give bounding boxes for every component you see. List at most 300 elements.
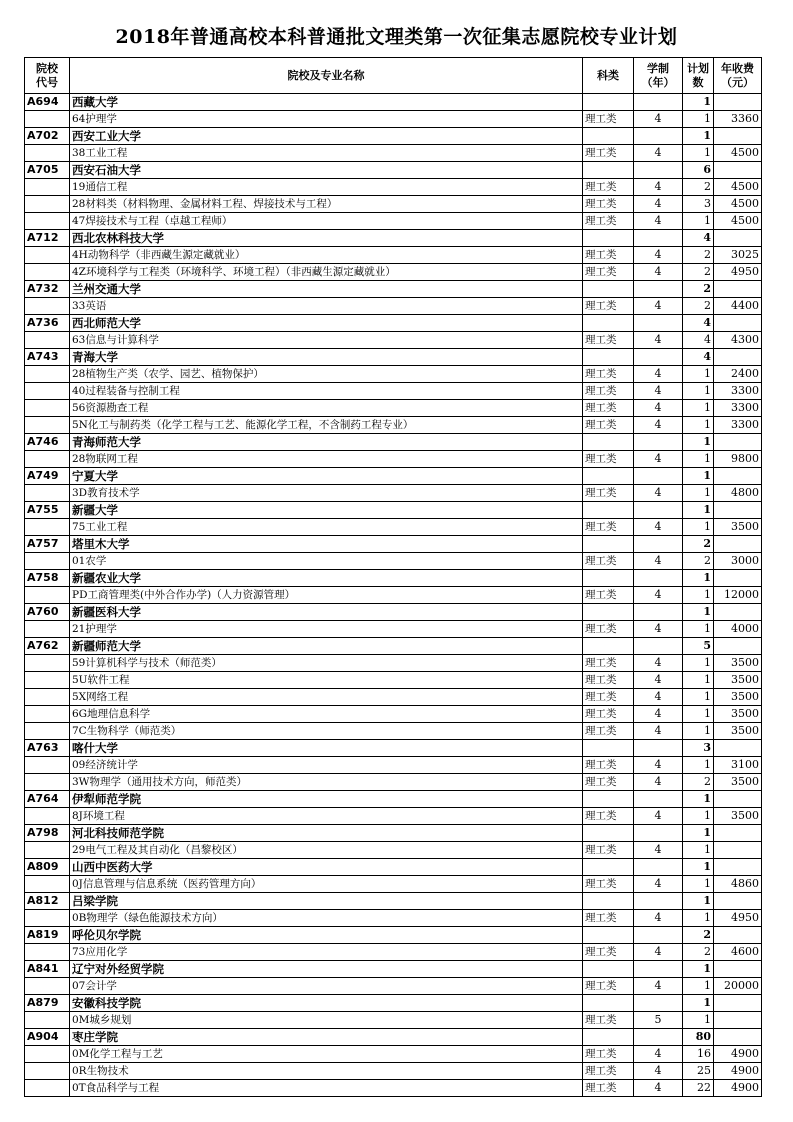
cell-count: 6 bbox=[683, 162, 714, 179]
cell-code: A763 bbox=[25, 740, 70, 757]
cell-code bbox=[25, 723, 70, 740]
cell-code bbox=[25, 978, 70, 995]
cell-years: 4 bbox=[634, 621, 683, 638]
cell-code: A694 bbox=[25, 94, 70, 111]
cell-years bbox=[634, 791, 683, 808]
cell-fee: 3500 bbox=[714, 655, 762, 672]
cell-fee: 3300 bbox=[714, 400, 762, 417]
cell-category: 理工类 bbox=[583, 264, 634, 281]
cell-years: 4 bbox=[634, 1046, 683, 1063]
cell-count: 2 bbox=[683, 247, 714, 264]
cell-category bbox=[583, 315, 634, 332]
school-row bbox=[25, 315, 762, 332]
header-count: 计划 数 bbox=[683, 58, 714, 94]
cell-category bbox=[583, 434, 634, 451]
cell-count: 1 bbox=[683, 502, 714, 519]
cell-code: A702 bbox=[25, 128, 70, 145]
cell-code bbox=[25, 145, 70, 162]
cell-category bbox=[583, 281, 634, 298]
cell-count: 1 bbox=[683, 468, 714, 485]
cell-years: 4 bbox=[634, 553, 683, 570]
cell-fee: 3025 bbox=[714, 247, 762, 264]
major-row bbox=[25, 757, 762, 774]
cell-name: 19通信工程 bbox=[70, 179, 583, 196]
cell-fee bbox=[714, 961, 762, 978]
cell-count: 4 bbox=[683, 230, 714, 247]
cell-fee bbox=[714, 570, 762, 587]
major-row bbox=[25, 400, 762, 417]
cell-name: 5U软件工程 bbox=[70, 672, 583, 689]
cell-name: 38工业工程 bbox=[70, 145, 583, 162]
cell-code bbox=[25, 1046, 70, 1063]
page-title: 2018年普通高校本科普通批文理类第一次征集志愿院校专业计划 bbox=[115, 26, 678, 48]
cell-years bbox=[634, 128, 683, 145]
cell-code bbox=[25, 383, 70, 400]
cell-count: 1 bbox=[683, 587, 714, 604]
cell-name: 4Z环境科学与工程类（环境科学、环境工程）（非西藏生源定藏就业） bbox=[70, 264, 583, 281]
cell-code bbox=[25, 264, 70, 281]
cell-code: A736 bbox=[25, 315, 70, 332]
cell-category: 理工类 bbox=[583, 366, 634, 383]
school-row bbox=[25, 638, 762, 655]
cell-fee: 3500 bbox=[714, 672, 762, 689]
school-row bbox=[25, 349, 762, 366]
cell-count: 4 bbox=[683, 315, 714, 332]
cell-category bbox=[583, 349, 634, 366]
cell-years bbox=[634, 502, 683, 519]
major-row bbox=[25, 264, 762, 281]
cell-count: 1 bbox=[683, 621, 714, 638]
cell-name: 呼伦贝尔学院 bbox=[70, 927, 583, 944]
school-row bbox=[25, 570, 762, 587]
cell-code: A743 bbox=[25, 349, 70, 366]
cell-years: 4 bbox=[634, 757, 683, 774]
cell-name: 0T食品科学与工程 bbox=[70, 1080, 583, 1097]
cell-count: 1 bbox=[683, 128, 714, 145]
cell-fee bbox=[714, 893, 762, 910]
cell-category: 理工类 bbox=[583, 1012, 634, 1029]
cell-code bbox=[25, 400, 70, 417]
cell-fee bbox=[714, 638, 762, 655]
cell-years bbox=[634, 434, 683, 451]
cell-fee: 4500 bbox=[714, 213, 762, 230]
cell-fee: 4300 bbox=[714, 332, 762, 349]
cell-fee bbox=[714, 1012, 762, 1029]
school-row bbox=[25, 791, 762, 808]
cell-years bbox=[634, 995, 683, 1012]
major-row bbox=[25, 553, 762, 570]
cell-years: 5 bbox=[634, 1012, 683, 1029]
cell-years: 4 bbox=[634, 451, 683, 468]
cell-code bbox=[25, 298, 70, 315]
cell-name: 5N化工与制药类（化学工程与工艺、能源化学工程，不含制药工程专业） bbox=[70, 417, 583, 434]
cell-code bbox=[25, 485, 70, 502]
cell-name: 西北农林科技大学 bbox=[70, 230, 583, 247]
cell-count: 2 bbox=[683, 774, 714, 791]
cell-category: 理工类 bbox=[583, 1046, 634, 1063]
cell-code bbox=[25, 944, 70, 961]
cell-category: 理工类 bbox=[583, 145, 634, 162]
cell-category bbox=[583, 791, 634, 808]
cell-count: 3 bbox=[683, 740, 714, 757]
cell-count: 1 bbox=[683, 859, 714, 876]
cell-count: 4 bbox=[683, 332, 714, 349]
cell-count: 1 bbox=[683, 757, 714, 774]
cell-code bbox=[25, 774, 70, 791]
cell-fee: 3000 bbox=[714, 553, 762, 570]
cell-fee bbox=[714, 281, 762, 298]
cell-category: 理工类 bbox=[583, 774, 634, 791]
cell-years: 4 bbox=[634, 910, 683, 927]
cell-category: 理工类 bbox=[583, 876, 634, 893]
cell-category bbox=[583, 94, 634, 111]
cell-code: A812 bbox=[25, 893, 70, 910]
major-row bbox=[25, 587, 762, 604]
cell-years bbox=[634, 927, 683, 944]
cell-code bbox=[25, 366, 70, 383]
cell-fee: 3360 bbox=[714, 111, 762, 128]
cell-name: 河北科技师范学院 bbox=[70, 825, 583, 842]
cell-category: 理工类 bbox=[583, 910, 634, 927]
cell-fee: 4500 bbox=[714, 145, 762, 162]
cell-category: 理工类 bbox=[583, 655, 634, 672]
cell-name: 宁夏大学 bbox=[70, 468, 583, 485]
cell-name: 40过程装备与控制工程 bbox=[70, 383, 583, 400]
cell-years: 4 bbox=[634, 332, 683, 349]
cell-name: 西安石油大学 bbox=[70, 162, 583, 179]
cell-fee bbox=[714, 791, 762, 808]
cell-fee bbox=[714, 536, 762, 553]
cell-name: 西北师范大学 bbox=[70, 315, 583, 332]
cell-years: 4 bbox=[634, 298, 683, 315]
cell-count: 1 bbox=[683, 145, 714, 162]
cell-count: 1 bbox=[683, 485, 714, 502]
cell-category: 理工类 bbox=[583, 196, 634, 213]
major-row bbox=[25, 944, 762, 961]
cell-years: 4 bbox=[634, 247, 683, 264]
cell-name: 3D教育技术学 bbox=[70, 485, 583, 502]
cell-name: 枣庄学院 bbox=[70, 1029, 583, 1046]
major-row bbox=[25, 451, 762, 468]
cell-name: 安徽科技学院 bbox=[70, 995, 583, 1012]
major-row bbox=[25, 672, 762, 689]
school-row bbox=[25, 859, 762, 876]
cell-fee: 3500 bbox=[714, 774, 762, 791]
cell-category bbox=[583, 961, 634, 978]
cell-fee bbox=[714, 128, 762, 145]
cell-code bbox=[25, 876, 70, 893]
cell-years bbox=[634, 536, 683, 553]
cell-count: 5 bbox=[683, 638, 714, 655]
school-row bbox=[25, 604, 762, 621]
cell-count: 80 bbox=[683, 1029, 714, 1046]
cell-fee bbox=[714, 502, 762, 519]
cell-name: 新疆农业大学 bbox=[70, 570, 583, 587]
cell-category bbox=[583, 1029, 634, 1046]
cell-name: 28物联网工程 bbox=[70, 451, 583, 468]
cell-fee: 4860 bbox=[714, 876, 762, 893]
header-code: 院校 代号 bbox=[25, 58, 70, 94]
major-row bbox=[25, 247, 762, 264]
cell-count: 1 bbox=[683, 451, 714, 468]
cell-count: 2 bbox=[683, 536, 714, 553]
school-row bbox=[25, 230, 762, 247]
cell-code: A841 bbox=[25, 961, 70, 978]
cell-code: A809 bbox=[25, 859, 70, 876]
cell-code: A757 bbox=[25, 536, 70, 553]
cell-code bbox=[25, 842, 70, 859]
header-name: 院校及专业名称 bbox=[70, 58, 583, 94]
cell-fee: 2400 bbox=[714, 366, 762, 383]
cell-code bbox=[25, 655, 70, 672]
cell-name: 63信息与计算科学 bbox=[70, 332, 583, 349]
cell-code bbox=[25, 621, 70, 638]
cell-code bbox=[25, 179, 70, 196]
cell-code bbox=[25, 213, 70, 230]
cell-fee bbox=[714, 859, 762, 876]
cell-years: 4 bbox=[634, 842, 683, 859]
cell-category: 理工类 bbox=[583, 553, 634, 570]
cell-fee bbox=[714, 468, 762, 485]
cell-name: 青海师范大学 bbox=[70, 434, 583, 451]
cell-count: 1 bbox=[683, 706, 714, 723]
cell-count: 1 bbox=[683, 893, 714, 910]
cell-fee bbox=[714, 434, 762, 451]
cell-category: 理工类 bbox=[583, 298, 634, 315]
cell-fee: 4900 bbox=[714, 1063, 762, 1080]
header-row bbox=[25, 58, 762, 94]
cell-count: 4 bbox=[683, 349, 714, 366]
cell-years: 4 bbox=[634, 706, 683, 723]
cell-category bbox=[583, 638, 634, 655]
cell-years: 4 bbox=[634, 485, 683, 502]
school-row bbox=[25, 536, 762, 553]
major-row bbox=[25, 808, 762, 825]
cell-years bbox=[634, 570, 683, 587]
cell-code bbox=[25, 1080, 70, 1097]
header-fee: 年收费 （元） bbox=[714, 58, 762, 94]
cell-count: 1 bbox=[683, 383, 714, 400]
cell-name: 5X网络工程 bbox=[70, 689, 583, 706]
cell-fee: 4900 bbox=[714, 1046, 762, 1063]
cell-name: 山西中医药大学 bbox=[70, 859, 583, 876]
cell-years: 4 bbox=[634, 196, 683, 213]
cell-name: 33英语 bbox=[70, 298, 583, 315]
cell-category bbox=[583, 893, 634, 910]
cell-count: 1 bbox=[683, 94, 714, 111]
cell-name: 辽宁对外经贸学院 bbox=[70, 961, 583, 978]
major-row bbox=[25, 196, 762, 213]
cell-name: 西藏大学 bbox=[70, 94, 583, 111]
cell-code bbox=[25, 689, 70, 706]
cell-name: 28植物生产类（农学、园艺、植物保护） bbox=[70, 366, 583, 383]
cell-name: 0J信息管理与信息系统（医药管理方向） bbox=[70, 876, 583, 893]
header-category: 科类 bbox=[583, 58, 634, 94]
cell-years: 4 bbox=[634, 366, 683, 383]
major-row bbox=[25, 978, 762, 995]
major-row bbox=[25, 332, 762, 349]
cell-code: A819 bbox=[25, 927, 70, 944]
cell-count: 1 bbox=[683, 655, 714, 672]
cell-count: 1 bbox=[683, 1012, 714, 1029]
major-row bbox=[25, 145, 762, 162]
cell-category: 理工类 bbox=[583, 332, 634, 349]
cell-code bbox=[25, 672, 70, 689]
cell-years: 4 bbox=[634, 672, 683, 689]
cell-fee: 4900 bbox=[714, 1080, 762, 1097]
cell-code: A755 bbox=[25, 502, 70, 519]
major-row bbox=[25, 621, 762, 638]
cell-count: 1 bbox=[683, 366, 714, 383]
cell-code: A798 bbox=[25, 825, 70, 842]
cell-years: 4 bbox=[634, 689, 683, 706]
cell-fee bbox=[714, 315, 762, 332]
cell-count: 3 bbox=[683, 196, 714, 213]
cell-category: 理工类 bbox=[583, 944, 634, 961]
cell-count: 1 bbox=[683, 689, 714, 706]
cell-fee bbox=[714, 162, 762, 179]
cell-code bbox=[25, 587, 70, 604]
cell-years: 4 bbox=[634, 808, 683, 825]
cell-category bbox=[583, 536, 634, 553]
major-row bbox=[25, 723, 762, 740]
cell-years bbox=[634, 94, 683, 111]
cell-fee bbox=[714, 927, 762, 944]
cell-code: A705 bbox=[25, 162, 70, 179]
cell-code bbox=[25, 451, 70, 468]
cell-count: 1 bbox=[683, 995, 714, 1012]
cell-count: 1 bbox=[683, 434, 714, 451]
plan-table bbox=[24, 57, 762, 1097]
cell-count: 25 bbox=[683, 1063, 714, 1080]
cell-fee: 3500 bbox=[714, 519, 762, 536]
cell-name: 47焊接技术与工程（卓越工程师） bbox=[70, 213, 583, 230]
cell-years: 4 bbox=[634, 655, 683, 672]
cell-years bbox=[634, 468, 683, 485]
cell-count: 1 bbox=[683, 672, 714, 689]
cell-name: PD工商管理类(中外合作办学)（人力资源管理） bbox=[70, 587, 583, 604]
cell-years: 4 bbox=[634, 264, 683, 281]
cell-code bbox=[25, 519, 70, 536]
cell-count: 16 bbox=[683, 1046, 714, 1063]
cell-years bbox=[634, 961, 683, 978]
school-row bbox=[25, 128, 762, 145]
major-row bbox=[25, 383, 762, 400]
cell-code: A746 bbox=[25, 434, 70, 451]
cell-name: 7C生物科学（师范类） bbox=[70, 723, 583, 740]
cell-years: 4 bbox=[634, 383, 683, 400]
cell-name: 新疆师范大学 bbox=[70, 638, 583, 655]
cell-years: 4 bbox=[634, 417, 683, 434]
cell-category: 理工类 bbox=[583, 111, 634, 128]
cell-count: 1 bbox=[683, 400, 714, 417]
cell-code bbox=[25, 1012, 70, 1029]
major-row bbox=[25, 876, 762, 893]
school-row bbox=[25, 893, 762, 910]
cell-count: 22 bbox=[683, 1080, 714, 1097]
cell-code: A904 bbox=[25, 1029, 70, 1046]
school-row bbox=[25, 94, 762, 111]
cell-name: 6G地理信息科学 bbox=[70, 706, 583, 723]
cell-fee bbox=[714, 825, 762, 842]
cell-count: 1 bbox=[683, 808, 714, 825]
cell-category: 理工类 bbox=[583, 1063, 634, 1080]
cell-fee bbox=[714, 94, 762, 111]
cell-years: 4 bbox=[634, 519, 683, 536]
cell-fee: 4950 bbox=[714, 910, 762, 927]
cell-fee: 4400 bbox=[714, 298, 762, 315]
cell-count: 1 bbox=[683, 791, 714, 808]
cell-count: 1 bbox=[683, 213, 714, 230]
major-row bbox=[25, 366, 762, 383]
cell-years bbox=[634, 349, 683, 366]
cell-fee bbox=[714, 842, 762, 859]
cell-category: 理工类 bbox=[583, 808, 634, 825]
cell-code bbox=[25, 111, 70, 128]
cell-count: 1 bbox=[683, 604, 714, 621]
cell-years: 4 bbox=[634, 978, 683, 995]
cell-years bbox=[634, 604, 683, 621]
cell-code bbox=[25, 332, 70, 349]
cell-name: 64护理学 bbox=[70, 111, 583, 128]
cell-category: 理工类 bbox=[583, 587, 634, 604]
cell-category: 理工类 bbox=[583, 519, 634, 536]
school-row bbox=[25, 825, 762, 842]
cell-fee: 4500 bbox=[714, 196, 762, 213]
cell-category: 理工类 bbox=[583, 400, 634, 417]
cell-category: 理工类 bbox=[583, 842, 634, 859]
school-row bbox=[25, 995, 762, 1012]
cell-fee: 4500 bbox=[714, 179, 762, 196]
cell-code: A764 bbox=[25, 791, 70, 808]
cell-category: 理工类 bbox=[583, 451, 634, 468]
cell-count: 1 bbox=[683, 519, 714, 536]
cell-name: 0B物理学（绿色能源技术方向） bbox=[70, 910, 583, 927]
cell-fee: 4800 bbox=[714, 485, 762, 502]
cell-fee: 3500 bbox=[714, 723, 762, 740]
cell-years: 4 bbox=[634, 111, 683, 128]
cell-years: 4 bbox=[634, 145, 683, 162]
cell-category bbox=[583, 740, 634, 757]
cell-count: 1 bbox=[683, 111, 714, 128]
cell-years: 4 bbox=[634, 723, 683, 740]
cell-fee bbox=[714, 604, 762, 621]
cell-count: 2 bbox=[683, 179, 714, 196]
cell-count: 1 bbox=[683, 723, 714, 740]
cell-category bbox=[583, 927, 634, 944]
major-row bbox=[25, 1063, 762, 1080]
major-row bbox=[25, 1012, 762, 1029]
cell-name: 新疆医科大学 bbox=[70, 604, 583, 621]
cell-fee: 3500 bbox=[714, 808, 762, 825]
major-row bbox=[25, 842, 762, 859]
school-row bbox=[25, 927, 762, 944]
major-row bbox=[25, 689, 762, 706]
cell-years bbox=[634, 859, 683, 876]
cell-years bbox=[634, 893, 683, 910]
cell-name: 59计算机科学与技术（师范类） bbox=[70, 655, 583, 672]
cell-name: 青海大学 bbox=[70, 349, 583, 366]
cell-count: 2 bbox=[683, 281, 714, 298]
cell-count: 1 bbox=[683, 876, 714, 893]
cell-name: 西安工业大学 bbox=[70, 128, 583, 145]
major-row bbox=[25, 1046, 762, 1063]
cell-count: 2 bbox=[683, 944, 714, 961]
cell-name: 28材料类（材料物理、金属材料工程、焊接技术与工程） bbox=[70, 196, 583, 213]
cell-name: 吕梁学院 bbox=[70, 893, 583, 910]
school-row bbox=[25, 1029, 762, 1046]
major-row bbox=[25, 111, 762, 128]
